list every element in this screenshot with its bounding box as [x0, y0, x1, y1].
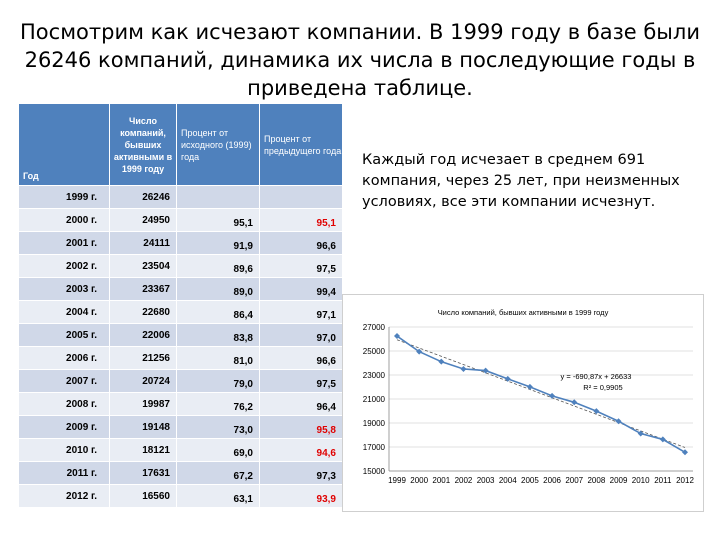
y-tick-label: 19000 [362, 419, 385, 428]
x-tick-label: 2003 [476, 476, 495, 485]
summary-text: Каждый год исчезает в среднем 691 компания, через 25 лет, при неизменных условиях, все эти компании исчезнут. [362, 152, 680, 210]
x-tick-label: 2004 [498, 476, 517, 485]
cell-count: 24111 [110, 232, 177, 255]
cell-pct-initial: 67,2 [177, 462, 260, 485]
table-row [19, 485, 343, 508]
data-point [549, 393, 555, 399]
cell-count: 19148 [110, 416, 177, 439]
x-tick-label: 2006 [543, 476, 561, 485]
cell-pct-initial: 76,2 [177, 393, 260, 416]
trend-r2: R² = 0,9905 [583, 383, 623, 392]
cell-pct-prev: 96,6 [260, 232, 343, 255]
cell-pct-prev: 93,9 [260, 485, 343, 508]
chart-title: Число компаний, бывших активными в 1999 году [437, 308, 609, 317]
y-tick-label: 21000 [362, 395, 385, 404]
x-tick-label: 2012 [676, 476, 694, 485]
x-tick-label: 2007 [565, 476, 584, 485]
cell-pct-initial: 79,0 [177, 370, 260, 393]
cell-pct-initial: 73,0 [177, 416, 260, 439]
cell-count: 23504 [110, 255, 177, 278]
cell-year: 2000 г. [19, 209, 110, 232]
table-row [19, 416, 343, 439]
cell-pct-initial: 91,9 [177, 232, 260, 255]
header-pct-prev: Процент от предыдущего года [260, 104, 343, 186]
header-pct-initial: Процент от исходного (1999) года [177, 104, 260, 186]
cell-year: 2011 г. [19, 462, 110, 485]
x-tick-label: 2011 [654, 476, 672, 485]
cell-count: 16560 [110, 485, 177, 508]
cell-pct-prev: 97,5 [260, 255, 343, 278]
table-row [19, 462, 343, 485]
cell-year: 2003 г. [19, 278, 110, 301]
x-tick-label: 2008 [587, 476, 606, 485]
cell-year: 2012 г. [19, 485, 110, 508]
chart-container [342, 294, 704, 512]
cell-count: 18121 [110, 439, 177, 462]
table-header-row [19, 104, 343, 186]
cell-year: 2010 г. [19, 439, 110, 462]
cell-year: 2009 г. [19, 416, 110, 439]
table-row [19, 370, 343, 393]
cell-pct-initial: 89,6 [177, 255, 260, 278]
table-row [19, 393, 343, 416]
data-point [438, 359, 444, 365]
table-row [19, 347, 343, 370]
trend-equation: y = -690,87x + 26633 [560, 372, 632, 381]
company-table [18, 103, 343, 508]
table-row [19, 232, 343, 255]
x-tick-label: 1999 [388, 476, 406, 485]
y-tick-label: 23000 [362, 371, 385, 380]
cell-pct-initial: 81,0 [177, 347, 260, 370]
cell-pct-prev: 97,5 [260, 370, 343, 393]
table-row [19, 278, 343, 301]
cell-pct-initial: 86,4 [177, 301, 260, 324]
cell-count: 23367 [110, 278, 177, 301]
x-tick-label: 2009 [609, 476, 628, 485]
data-point [571, 399, 577, 405]
cell-pct-prev: 99,4 [260, 278, 343, 301]
page-title: Посмотрим как исчезают компании. В 1999 году в базе были 26246 компаний, динамика их числа в последующие годы в приведена таблице. [20, 20, 700, 100]
cell-pct-initial: 95,1 [177, 209, 260, 232]
cell-count: 26246 [110, 186, 177, 209]
y-tick-label: 15000 [362, 467, 385, 476]
table-row [19, 255, 343, 278]
x-tick-label: 2000 [410, 476, 429, 485]
cell-year: 2001 г. [19, 232, 110, 255]
cell-pct-initial: 89,0 [177, 278, 260, 301]
cell-pct-initial: 69,0 [177, 439, 260, 462]
cell-pct-prev: 97,1 [260, 301, 343, 324]
table-row [19, 301, 343, 324]
table-row [19, 324, 343, 347]
cell-year: 1999 г. [19, 186, 110, 209]
cell-count: 22006 [110, 324, 177, 347]
x-tick-label: 2001 [432, 476, 451, 485]
table-row [19, 209, 343, 232]
x-tick-label: 2005 [521, 476, 539, 485]
table-row [19, 439, 343, 462]
cell-year: 2004 г. [19, 301, 110, 324]
table-body [19, 186, 343, 508]
trendline [397, 340, 685, 448]
cell-pct-initial [177, 186, 260, 209]
cell-pct-prev: 95,1 [260, 209, 343, 232]
cell-count: 22680 [110, 301, 177, 324]
cell-year: 2007 г. [19, 370, 110, 393]
cell-pct-prev: 96,6 [260, 347, 343, 370]
cell-pct-initial: 83,8 [177, 324, 260, 347]
cell-count: 17631 [110, 462, 177, 485]
cell-year: 2005 г. [19, 324, 110, 347]
table-row [19, 186, 343, 209]
data-point [505, 376, 511, 382]
header-count: Число компаний, бывших активными в 1999 году [110, 104, 177, 186]
cell-pct-prev: 94,6 [260, 439, 343, 462]
cell-pct-prev: 96,4 [260, 393, 343, 416]
cell-count: 24950 [110, 209, 177, 232]
line-chart [343, 295, 703, 511]
cell-pct-prev: 97,3 [260, 462, 343, 485]
y-tick-label: 25000 [362, 347, 385, 356]
y-tick-label: 17000 [362, 443, 385, 452]
cell-count: 19987 [110, 393, 177, 416]
cell-year: 2008 г. [19, 393, 110, 416]
data-point [483, 368, 489, 374]
cell-pct-prev [260, 186, 343, 209]
cell-year: 2006 г. [19, 347, 110, 370]
x-tick-label: 2002 [454, 476, 473, 485]
cell-pct-initial: 63,1 [177, 485, 260, 508]
cell-count: 21256 [110, 347, 177, 370]
cell-year: 2002 г. [19, 255, 110, 278]
x-tick-label: 2010 [631, 476, 650, 485]
cell-pct-prev: 95,8 [260, 416, 343, 439]
y-tick-label: 27000 [362, 323, 385, 332]
cell-pct-prev: 97,0 [260, 324, 343, 347]
data-point [527, 384, 533, 390]
header-year: Год [19, 104, 110, 186]
data-point [460, 366, 466, 372]
cell-count: 20724 [110, 370, 177, 393]
